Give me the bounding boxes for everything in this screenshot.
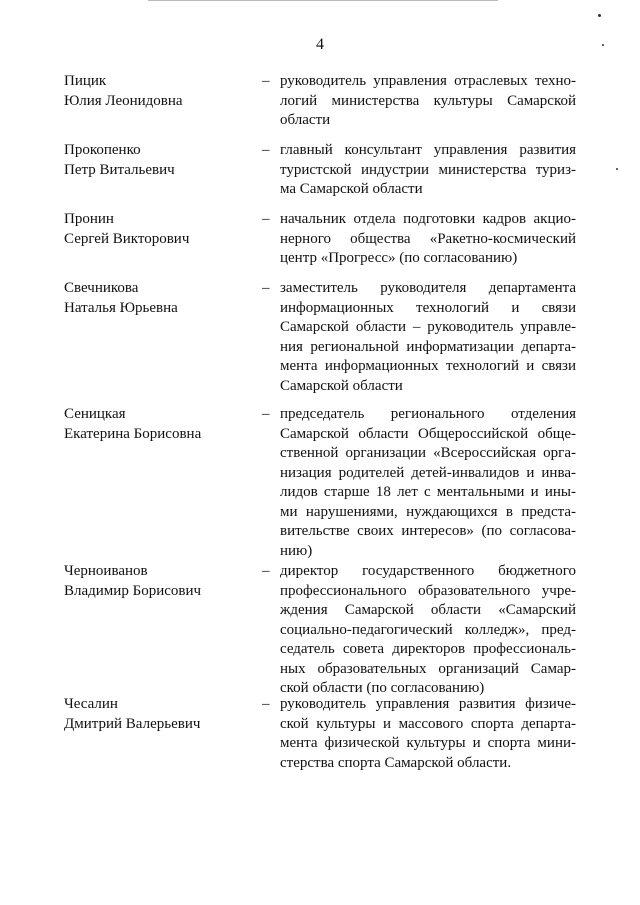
member-name xyxy=(64,562,254,601)
position-line: ма Самарской области xyxy=(280,181,423,197)
position-line: профессионального образовательного учре- xyxy=(280,582,576,599)
member-surname: Сеницкая xyxy=(64,406,126,422)
separator-dash: – xyxy=(262,211,270,227)
member-name xyxy=(64,210,254,249)
separator-dash: – xyxy=(262,406,270,422)
member-surname: Черноиванов xyxy=(64,563,148,579)
member-name xyxy=(64,141,254,180)
position-line: нию) xyxy=(280,542,313,559)
position-line: ждения Самарской области «Самарский xyxy=(280,602,576,618)
position-line: стерства спорта Самарской области. xyxy=(280,754,512,771)
scan-top-edge xyxy=(148,0,498,1)
position-line: низация родителей детей-инвалидов и инва- xyxy=(280,464,576,481)
member-position xyxy=(280,562,576,699)
member-surname: Свечникова xyxy=(64,280,139,296)
member-name xyxy=(64,72,254,111)
position-line: лидов старше 18 лет с ментальными и ины- xyxy=(280,484,576,500)
position-line: председатель регионального отделения xyxy=(280,406,576,422)
position-line: ных образовательных организаций Самар- xyxy=(280,660,576,677)
position-line: начальник отдела подготовки кадров акцио- xyxy=(280,211,576,227)
position-line: Самарской области – руководитель управле- xyxy=(280,319,576,335)
position-line: ской области (по согласованию) xyxy=(280,680,485,696)
separator-dash: – xyxy=(262,142,270,158)
position-line: ния региональной информатизации департа- xyxy=(280,338,576,355)
member-given-names: Юлия Леонидовна xyxy=(64,92,183,109)
member-given-names: Петр Витальевич xyxy=(64,161,175,178)
member-position xyxy=(280,695,576,773)
position-line: туристской индустрии министерства туриз- xyxy=(280,161,576,178)
separator-dash: – xyxy=(262,73,270,89)
scan-speck xyxy=(616,168,618,170)
member-name xyxy=(64,405,254,444)
member-given-names: Екатерина Борисовна xyxy=(64,425,202,442)
position-line: руководитель управления отраслевых техно- xyxy=(280,73,576,89)
scan-speck xyxy=(598,14,601,17)
position-line: вительстве своих интересов» (по согласова- xyxy=(280,523,576,539)
member-name xyxy=(64,695,254,734)
member-given-names: Владимир Борисович xyxy=(64,582,202,599)
position-line: логий министерства культуры Самарской xyxy=(280,92,576,109)
member-surname: Прокопенко xyxy=(64,142,141,158)
position-line: Самарской области xyxy=(280,377,403,394)
position-line: ми нарушениями, нуждающихся в предста- xyxy=(280,503,576,520)
member-position xyxy=(280,210,576,269)
position-line: мента информационных технологий и связи xyxy=(280,358,576,374)
member-surname: Чесалин xyxy=(64,696,118,712)
member-position xyxy=(280,72,576,131)
page-number: 4 xyxy=(316,36,324,53)
position-line: седатель совета директоров профессиональ- xyxy=(280,641,576,657)
separator-dash: – xyxy=(262,563,270,579)
member-surname: Пицик xyxy=(64,73,107,89)
position-line: области xyxy=(280,112,331,128)
position-line: директор государственного бюджетного xyxy=(280,563,576,579)
member-name xyxy=(64,279,254,318)
member-given-names: Дмитрий Валерьевич xyxy=(64,715,201,732)
position-line: ской культуры и массового спорта департа- xyxy=(280,715,576,732)
member-position xyxy=(280,279,576,396)
member-given-names: Наталья Юрьевна xyxy=(64,299,178,316)
member-position xyxy=(280,141,576,200)
position-line: центр «Прогресс» (по согласованию) xyxy=(280,250,518,266)
position-line: нерного общества «Ракетно-космический xyxy=(280,230,576,247)
position-line: информационных технологий и связи xyxy=(280,299,576,316)
position-line: руководитель управления развития физиче- xyxy=(280,696,576,712)
position-line: мента физической культуры и спорта мини- xyxy=(280,735,576,751)
position-line: Самарской области Общероссийской обще- xyxy=(280,425,576,442)
position-line: социально-педагогический колледж», пред- xyxy=(280,621,576,638)
position-line: заместитель руководителя департамента xyxy=(280,280,576,296)
position-line: главный консультант управления развития xyxy=(280,142,576,158)
member-surname: Пронин xyxy=(64,211,114,227)
member-given-names: Сергей Викторович xyxy=(64,230,190,247)
separator-dash: – xyxy=(262,696,270,712)
member-position xyxy=(280,405,576,561)
position-line: ственной организации «Всероссийская орга- xyxy=(280,445,576,461)
separator-dash: – xyxy=(262,280,270,296)
